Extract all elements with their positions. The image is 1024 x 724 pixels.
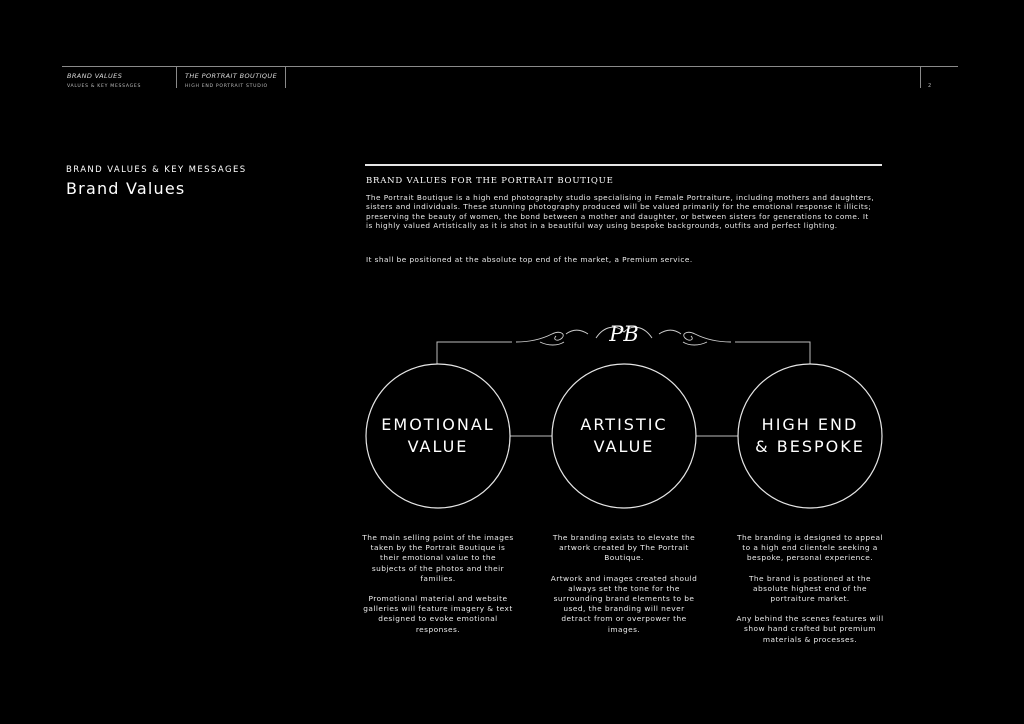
value-label-line: ARTISTIC: [580, 415, 668, 434]
description-paragraph: Any behind the scenes features will show hand crafted but premium materials & processes.: [736, 614, 884, 644]
value-label-line: VALUE: [407, 437, 469, 456]
description-paragraph: The main selling point of the images taken by the Portrait Boutique is their emotional value to the subjects of the photos and their families.: [362, 533, 514, 583]
header-section-sub: VALUES & KEY MESSAGES: [67, 84, 142, 89]
value-label-line: HIGH END: [761, 415, 859, 434]
value-description-artistic: [548, 533, 700, 645]
header-section: BRAND VALUES: [67, 72, 123, 80]
connector-left: [437, 342, 512, 364]
description-paragraph: Promotional material and website galleries will feature imagery & text designed to evoke emotional responses.: [363, 594, 513, 634]
value-description-emotional: [362, 533, 514, 645]
description-paragraph: Artwork and images created should always set the tone for the surrounding brand elements to be used, the branding will never detract from or overpower the images.: [550, 573, 698, 634]
page-number: 2: [928, 83, 932, 89]
value-label-emotional: [366, 414, 510, 458]
connector-right: [735, 342, 810, 364]
intro-paragraph: The Portrait Boutique is a high end photography studio specialising in Female Portraiture, including mothers and daughters, sisters and individuals. These stunning photography produced will be valued primarily for the emotional response it illicits; preserving the beauty of women, the bond between a mother and daughter, or between sisters for generations to come. It is highly valued Artistically as it is shot in a beautiful way using bespoke backgrounds, outfits and perfect lighting.: [366, 193, 875, 231]
description-paragraph: The branding is designed to appeal to a high end clientele seeking a bespoke, personal experience.: [737, 533, 883, 563]
header-brand: THE PORTRAIT BOUTIQUE: [185, 72, 278, 80]
value-label-line: & BESPOKE: [755, 437, 865, 456]
value-label-highend: [738, 414, 882, 458]
value-label-line: VALUE: [593, 437, 655, 456]
value-label-artistic: [552, 414, 696, 458]
page-title: Brand Values: [66, 179, 186, 198]
section-kicker: BRAND VALUES & KEY MESSAGES: [66, 165, 247, 175]
header-brand-sub: HIGH END PORTRAIT STUDIO: [185, 84, 268, 89]
monogram: PB: [609, 322, 639, 346]
description-paragraph: The branding exists to elevate the artwork created by The Portrait Boutique.: [552, 533, 696, 563]
value-label-line: EMOTIONAL: [381, 415, 495, 434]
value-description-highend: [734, 533, 886, 655]
intro-positioning: It shall be positioned at the absolute top end of the market, a Premium service.: [366, 255, 693, 264]
intro-heading: BRAND VALUES FOR THE PORTRAIT BOUTIQUE: [366, 176, 614, 186]
description-paragraph: The brand is postioned at the absolute highest end of the portraiture market.: [748, 573, 872, 604]
